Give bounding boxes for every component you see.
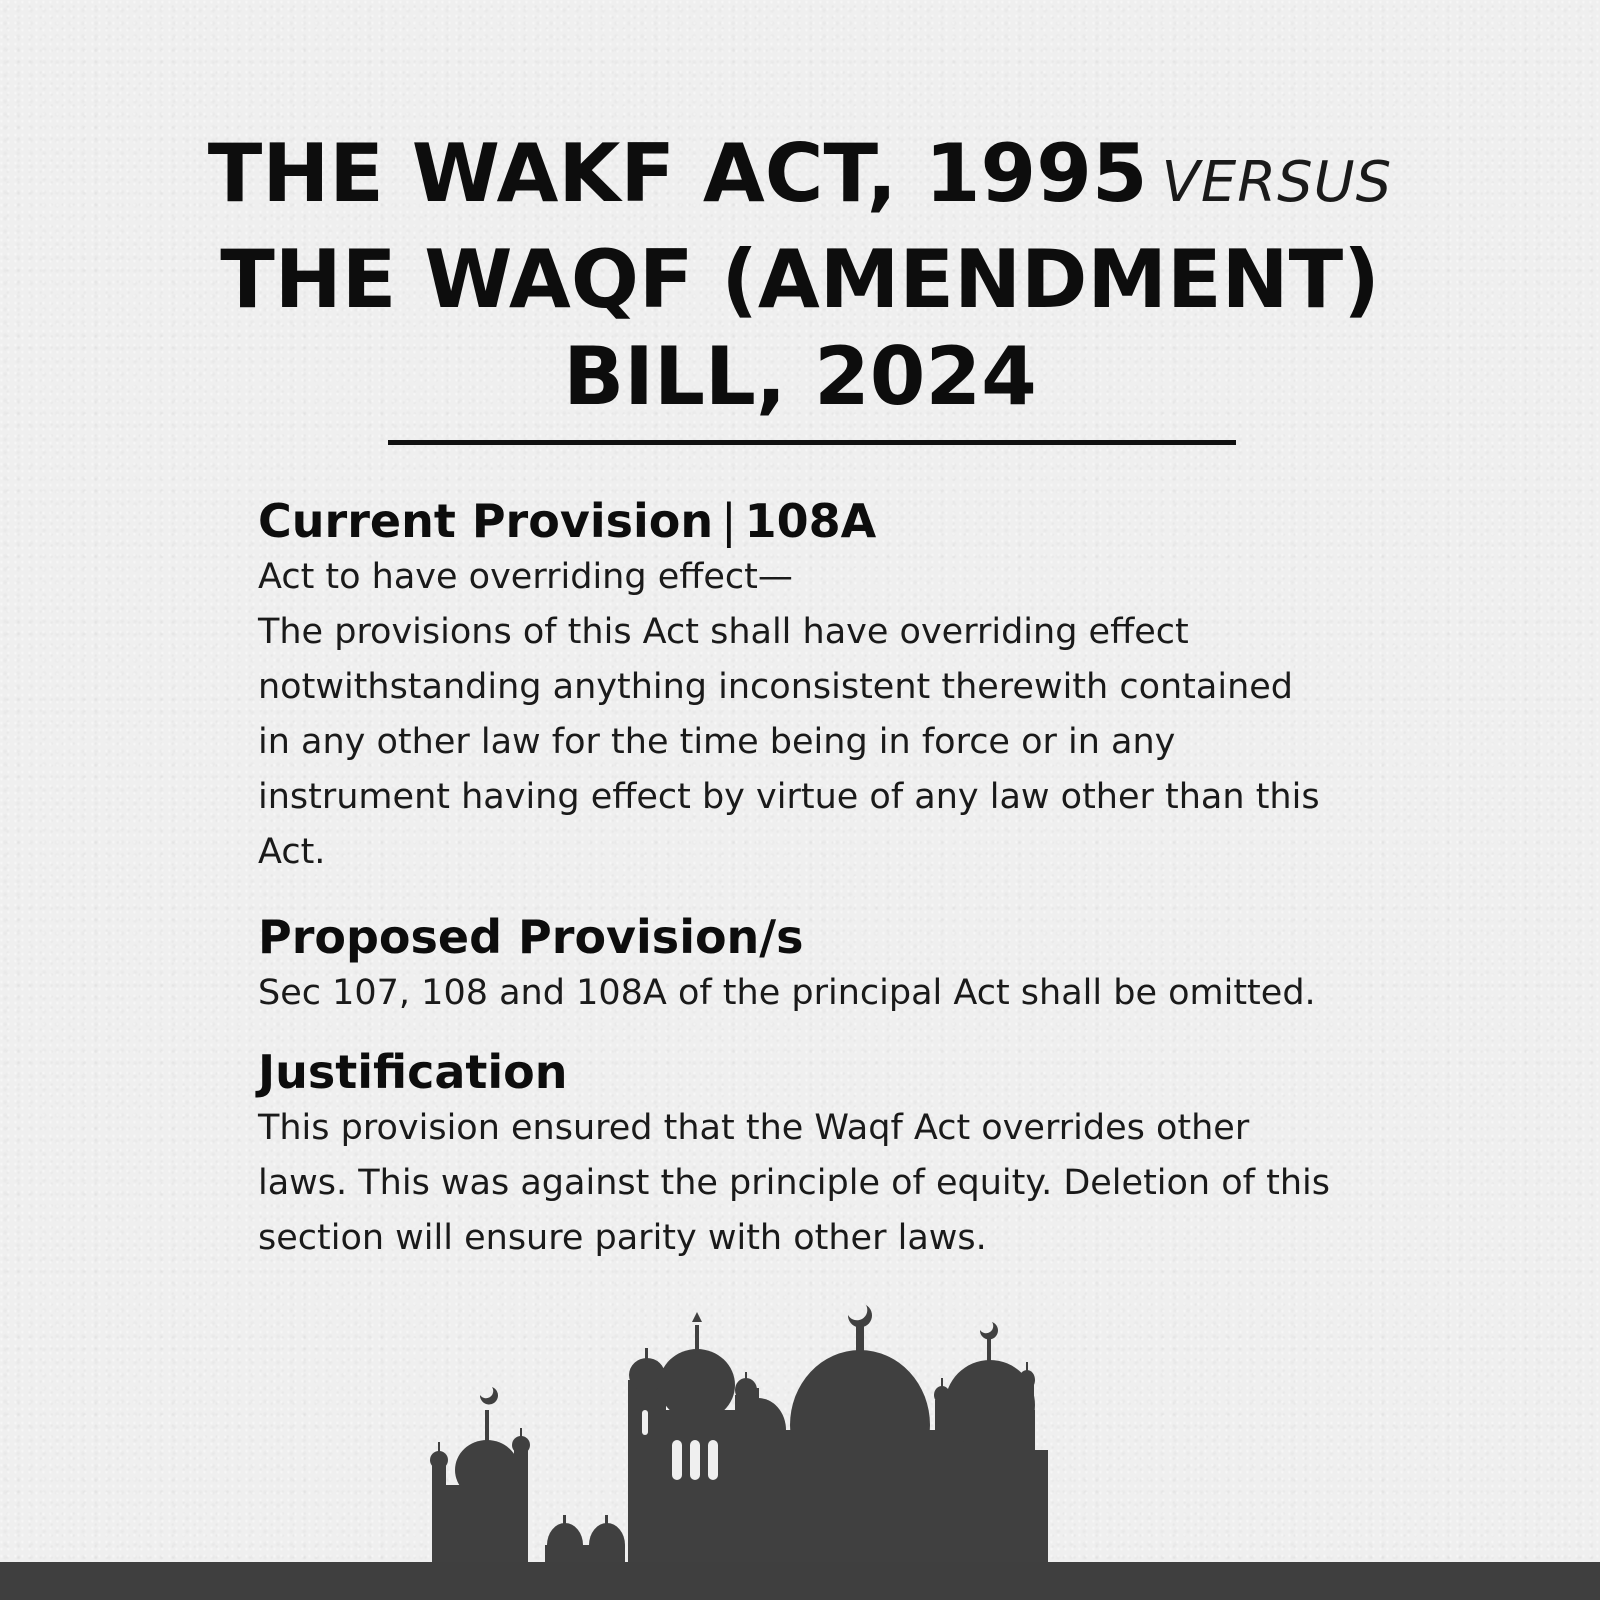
current-provision-line: Act to have overriding effect— xyxy=(258,557,793,597)
title-line-1 xyxy=(0,125,1600,231)
heading-separator: | xyxy=(721,494,737,548)
current-provision-section: 108A xyxy=(744,494,877,548)
current-provision-line: Act. xyxy=(258,832,326,872)
justification-line: section will ensure parity with other laws. xyxy=(258,1218,987,1258)
current-provision-line: notwithstanding anything inconsistent therewith contained xyxy=(258,667,1293,707)
section-gap xyxy=(258,880,1378,908)
title-divider xyxy=(388,440,1236,445)
current-provision-line: in any other law for the time being in force or in any xyxy=(258,722,1176,762)
justification-line: laws. This was against the principle of equity. Deletion of this xyxy=(258,1163,1330,1203)
title-block xyxy=(0,125,1600,425)
section-gap xyxy=(258,1021,1378,1043)
current-provision-heading xyxy=(258,492,1378,550)
title-act-name: THE WAKF ACT, 1995 xyxy=(207,127,1148,220)
current-provision-line: instrument having effect by virtue of any law other than this xyxy=(258,777,1320,817)
proposed-provision-line: Sec 107, 108 and 108A of the principal Act shall be omitted. xyxy=(258,973,1316,1013)
current-provision-label: Current Provision xyxy=(258,494,714,548)
mosque-silhouette-icon xyxy=(0,1300,1600,1600)
provision-content xyxy=(258,492,1378,1266)
justification-line: This provision ensured that the Waqf Act overrides other xyxy=(258,1108,1250,1148)
proposed-provision-heading: Proposed Provision/s xyxy=(258,910,804,964)
versus-label: VERSUS xyxy=(1161,150,1393,215)
current-provision-line: The provisions of this Act shall have overriding effect xyxy=(258,612,1189,652)
title-line-2: THE WAQF (AMENDMENT) xyxy=(220,233,1380,326)
ground-band xyxy=(0,1562,1600,1600)
justification-heading: Justification xyxy=(258,1045,568,1099)
title-line-3: BILL, 2024 xyxy=(563,330,1037,423)
